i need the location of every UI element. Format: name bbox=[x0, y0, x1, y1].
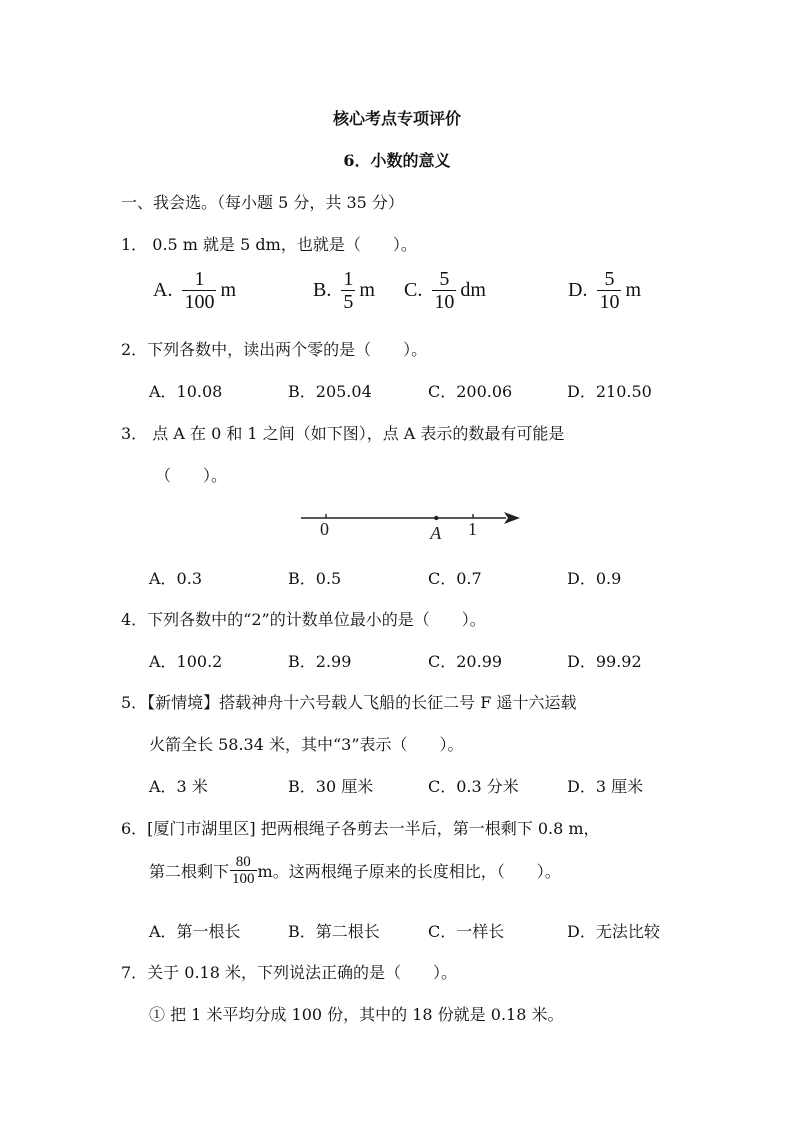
fraction bbox=[341, 268, 355, 313]
fraction bbox=[597, 268, 621, 313]
q5-option-d[interactable]: D．3 厘米 bbox=[567, 777, 644, 796]
q2-option-b[interactable]: B．205.04 bbox=[288, 382, 372, 401]
fraction-denominator: 100 bbox=[184, 291, 215, 313]
section-heading: 一、我会选。（每小题 5 分，共 35 分） bbox=[121, 193, 404, 212]
fraction bbox=[182, 268, 216, 313]
q6-line2-suffix: m。这两根绳子原来的长度相比，（ ）。 bbox=[257, 862, 561, 881]
option-letter: A. bbox=[153, 279, 173, 301]
unit: m bbox=[359, 279, 375, 301]
q3-option-c[interactable]: C．0.7 bbox=[428, 569, 482, 588]
q5-option-b[interactable]: B．30 厘米 bbox=[288, 777, 374, 796]
q4-option-a[interactable]: A．100.2 bbox=[149, 652, 223, 671]
question-6-text-line1: 6．[厦门市湖里区] 把两根绳子各剪去一半后，第一根剩下 0.8 m， bbox=[121, 819, 600, 838]
label-one: 1 bbox=[468, 519, 477, 539]
question-5-text-line2: 火箭全长 58.34 米，其中“3”表示（ ）。 bbox=[149, 735, 464, 754]
question-3-text-line1: 3． 点 A 在 0 和 1 之间（如下图），点 A 表示的数最有可能是 bbox=[121, 424, 565, 443]
question-2-text: 2．下列各数中，读出两个零的是（ ）。 bbox=[121, 340, 428, 359]
q1-option-a[interactable] bbox=[153, 268, 236, 313]
main-title: 核心考点专项评价 bbox=[332, 109, 461, 128]
q5-option-a[interactable]: A．3 米 bbox=[149, 777, 208, 796]
fraction-denominator: 100 bbox=[232, 871, 255, 887]
q6-line2-prefix: 第二根剩下 bbox=[149, 862, 230, 881]
fraction-denominator: 10 bbox=[434, 291, 455, 313]
fraction-numerator: 1 bbox=[194, 268, 205, 290]
option-letter: B. bbox=[313, 279, 332, 301]
q2-option-d[interactable]: D．210.50 bbox=[567, 382, 652, 401]
fraction-denominator: 10 bbox=[599, 291, 620, 313]
q7-statement-1: ① 把 1 米平均分成 100 份，其中的 18 份就是 0.18 米。 bbox=[149, 1005, 564, 1024]
q1-option-b[interactable] bbox=[313, 268, 375, 313]
option-letter: C. bbox=[404, 279, 423, 301]
q4-option-b[interactable]: B．2.99 bbox=[288, 652, 352, 671]
q2-option-c[interactable]: C．200.06 bbox=[428, 382, 513, 401]
question-7-text: 7．关于 0.18 米，下列说法正确的是（ ）。 bbox=[121, 963, 457, 982]
fraction-numerator: 80 bbox=[235, 854, 251, 870]
q3-option-b[interactable]: B．0.5 bbox=[288, 569, 342, 588]
sub-title: 6．小数的意义 bbox=[343, 151, 451, 170]
fraction bbox=[432, 268, 456, 313]
fraction-denominator: 5 bbox=[343, 291, 354, 313]
q6-fraction bbox=[230, 854, 257, 887]
unit: m bbox=[220, 279, 237, 301]
q4-option-d[interactable]: D．99.92 bbox=[567, 652, 642, 671]
question-3-text-line2: （ ）。 bbox=[155, 466, 228, 485]
q6-option-b[interactable]: B．第二根长 bbox=[288, 922, 380, 941]
unit: m bbox=[625, 279, 642, 301]
q4-option-c[interactable]: C．20.99 bbox=[428, 652, 503, 671]
fraction-numerator: 1 bbox=[343, 268, 354, 290]
question-1-text: 1． 0.5 m 就是 5 dm，也就是（ ）。 bbox=[121, 235, 417, 254]
q2-option-a[interactable]: A．10.08 bbox=[149, 382, 223, 401]
question-5-text-line1: 5．【新情境】搭载神舟十六号载人飞船的长征二号 F 遥十六运载 bbox=[121, 693, 577, 712]
number-line bbox=[296, 505, 526, 545]
point-a-marker bbox=[434, 516, 438, 520]
fraction-numerator: 5 bbox=[604, 268, 615, 290]
question-6-text-line2 bbox=[149, 854, 561, 887]
unit: dm bbox=[460, 279, 486, 301]
q1-option-d[interactable] bbox=[568, 268, 641, 313]
number-line-arrow bbox=[504, 512, 520, 524]
question-4-text: 4．下列各数中的“2”的计数单位最小的是（ ）。 bbox=[121, 610, 486, 629]
q3-option-a[interactable]: A．0.3 bbox=[149, 569, 203, 588]
q6-option-a[interactable]: A．第一根长 bbox=[149, 922, 241, 941]
q1-option-c[interactable] bbox=[404, 268, 486, 313]
label-zero: 0 bbox=[320, 519, 329, 539]
fraction-numerator: 5 bbox=[439, 268, 450, 290]
label-point-a: A bbox=[430, 523, 442, 543]
option-letter: D. bbox=[568, 279, 588, 301]
q3-option-d[interactable]: D．0.9 bbox=[567, 569, 622, 588]
q5-option-c[interactable]: C．0.3 分米 bbox=[428, 777, 519, 796]
q6-option-c[interactable]: C．一样长 bbox=[428, 922, 505, 941]
q6-option-d[interactable]: D．无法比较 bbox=[567, 922, 660, 941]
